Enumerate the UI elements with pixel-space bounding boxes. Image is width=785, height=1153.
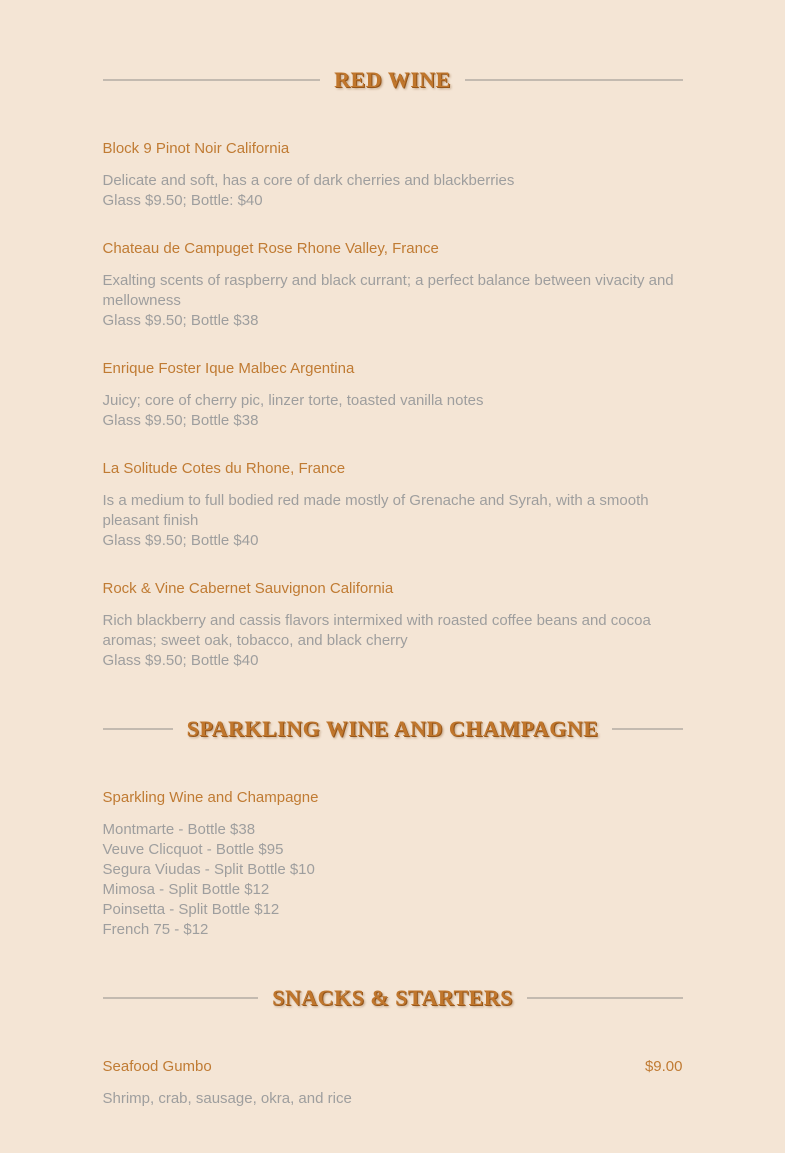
menu-item (103, 579, 683, 671)
menu-item-details (103, 391, 683, 431)
section-title: RED WINE (334, 67, 451, 92)
divider-line-right (465, 79, 683, 81)
divider-line-right (612, 728, 682, 730)
menu-section (103, 713, 683, 940)
menu-section (103, 64, 683, 671)
section-title: SNACKS & STARTERS (272, 985, 513, 1010)
menu-item-name: La Solitude Cotes du Rhone, France (102, 460, 346, 477)
divider-line-left (103, 79, 321, 81)
menu-item-name: Rock & Vine Cabernet Sauvignon California (102, 580, 394, 597)
menu-item-price-line: Glass $9.50; Bottle $38 (102, 412, 259, 429)
section-header (103, 982, 683, 1013)
menu-item-name: Block 9 Pinot Noir California (102, 140, 290, 157)
menu-item-option-line: Segura Viudas - Split Bottle $10 (102, 861, 315, 878)
menu-item-description: Juicy; core of cherry pic, linzer torte, toasted vanilla notes (102, 392, 484, 409)
divider-line-left (103, 728, 173, 730)
menu-item-name-row (103, 139, 683, 159)
section-header (103, 713, 683, 744)
menu-item (103, 459, 683, 551)
menu-item-details (103, 820, 683, 940)
menu-item-option-line: French 75 - $12 (102, 921, 209, 938)
menu-item-description: Rich blackberry and cassis flavors intermixed with roasted coffee beans and cocoa aromas; sweet oak, tobacco, and black cherry (102, 612, 651, 649)
menu-item-name-row (103, 788, 683, 808)
menu-item-description: Shrimp, crab, sausage, okra, and rice (102, 1090, 352, 1107)
menu-item-name-row (103, 239, 683, 259)
menu-item-price-line: Glass $9.50; Bottle $40 (102, 532, 259, 549)
divider-line-left (103, 997, 259, 999)
menu-item-option-line: Mimosa - Split Bottle $12 (102, 881, 270, 898)
menu-item-details (103, 611, 683, 671)
divider-line-right (527, 997, 683, 999)
menu-item-name: Sparkling Wine and Champagne (102, 789, 319, 806)
menu-item-name-row (103, 359, 683, 379)
menu-item (103, 1057, 683, 1109)
menu-item-name-row (103, 459, 683, 479)
menu-item-name: Enrique Foster Ique Malbec Argentina (102, 360, 355, 377)
menu-item-price-line: Glass $9.50; Bottle: $40 (102, 192, 263, 209)
menu-item-name-row (103, 1057, 683, 1077)
menu-item-description: Delicate and soft, has a core of dark cherries and blackberries (102, 172, 515, 189)
menu-item-price: $9.00 (644, 1058, 683, 1075)
menu-item-name: Seafood Gumbo (102, 1058, 212, 1075)
menu-item-description: Exalting scents of raspberry and black currant; a perfect balance between vivacity and mellowness (102, 272, 674, 309)
menu-item-description: Is a medium to full bodied red made mostly of Grenache and Syrah, with a smooth pleasant finish (102, 492, 649, 529)
menu-item (103, 239, 683, 331)
menu-section (103, 982, 683, 1109)
menu-item-details (103, 171, 683, 211)
menu-item-option-line: Montmarte - Bottle $38 (102, 821, 256, 838)
menu-item (103, 139, 683, 211)
menu-page (103, 0, 683, 1109)
menu-item-option-line: Veuve Clicquot - Bottle $95 (102, 841, 284, 858)
menu-item-details (103, 1089, 683, 1109)
menu-item (103, 359, 683, 431)
section-header (103, 64, 683, 95)
menu-item-name-row (103, 579, 683, 599)
section-title: SPARKLING WINE AND CHAMPAGNE (186, 716, 599, 741)
menu-item-details (103, 491, 683, 551)
menu-item-price-line: Glass $9.50; Bottle $38 (102, 312, 259, 329)
menu-item-option-line: Poinsetta - Split Bottle $12 (102, 901, 280, 918)
menu-item (103, 788, 683, 940)
menu-item-price-line: Glass $9.50; Bottle $40 (102, 652, 259, 669)
menu-sections (103, 64, 683, 1109)
menu-item-name: Chateau de Campuget Rose Rhone Valley, France (102, 240, 439, 257)
menu-item-details (103, 271, 683, 331)
